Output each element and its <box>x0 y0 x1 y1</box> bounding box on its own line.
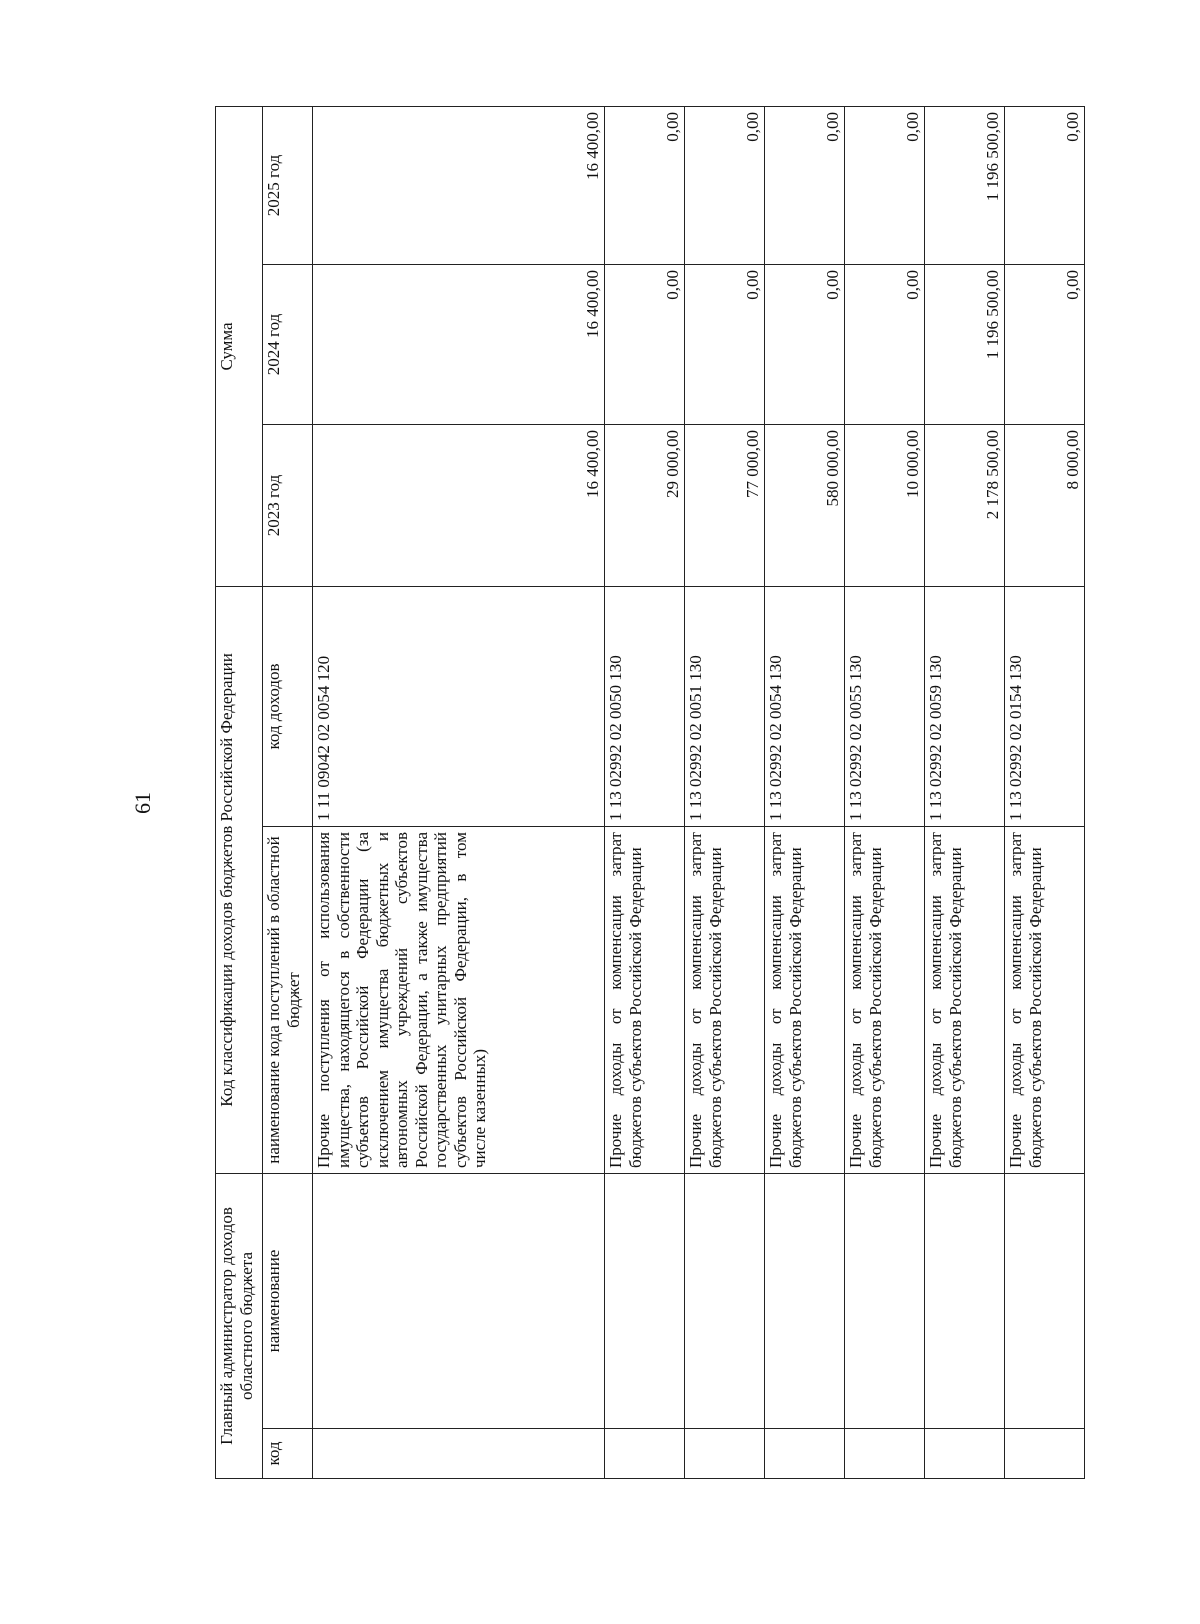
admin-code-cell <box>685 1429 765 1479</box>
admin-name-header: наименование <box>263 1174 313 1429</box>
table-row <box>1005 106 1085 1478</box>
admin-name-cell <box>685 1174 765 1429</box>
table-row <box>313 106 605 1478</box>
income-name-cell: Прочие доходы от компенсации затрат бюджетов субъектов Российской Федерации <box>1005 827 1085 1174</box>
income-code-cell: 1 13 02992 02 0050 130 <box>605 586 685 826</box>
admin-name-cell <box>845 1174 925 1429</box>
amount-2023-cell: 2 178 500,00 <box>925 424 1005 586</box>
amount-2025-cell: 1 196 500,00 <box>925 106 1005 264</box>
admin-code-cell <box>845 1429 925 1479</box>
sum-group-header: Сумма <box>216 106 263 586</box>
class-name-header: наименование кода поступлений в областной бюджет <box>263 827 313 1174</box>
revenue-table <box>215 106 1085 1479</box>
amount-2025-cell: 0,00 <box>765 106 845 264</box>
admin-code-header: код <box>263 1429 313 1479</box>
income-name-cell: Прочие доходы от компенсации затрат бюджетов субъектов Российской Федерации <box>685 827 765 1174</box>
amount-2024-cell: 0,00 <box>605 264 685 424</box>
amount-2023-cell: 29 000,00 <box>605 424 685 586</box>
admin-name-cell <box>313 1174 605 1429</box>
income-code-cell: 1 13 02992 02 0055 130 <box>845 586 925 826</box>
table-row <box>605 106 685 1478</box>
income-code-cell: 1 11 09042 02 0054 120 <box>313 586 605 826</box>
amount-2024-cell: 0,00 <box>685 264 765 424</box>
document-page <box>215 107 1083 1479</box>
amount-2023-cell: 77 000,00 <box>685 424 765 586</box>
amount-2023-cell: 580 000,00 <box>765 424 845 586</box>
income-name-cell: Прочие доходы от компенсации затрат бюджетов субъектов Российской Федерации <box>925 827 1005 1174</box>
amount-2025-cell: 16 400,00 <box>313 106 605 264</box>
amount-2024-cell: 0,00 <box>765 264 845 424</box>
amount-2024-cell: 0,00 <box>845 264 925 424</box>
amount-2024-cell: 16 400,00 <box>313 264 605 424</box>
year-2025-header: 2025 год <box>263 106 313 264</box>
amount-2025-cell: 0,00 <box>845 106 925 264</box>
admin-code-cell <box>765 1429 845 1479</box>
income-code-cell: 1 13 02992 02 0054 130 <box>765 586 845 826</box>
income-name-cell: Прочие доходы от компенсации затрат бюджетов субъектов Российской Федерации <box>605 827 685 1174</box>
amount-2023-cell: 8 000,00 <box>1005 424 1085 586</box>
year-2023-header: 2023 год <box>263 424 313 586</box>
admin-name-cell <box>1005 1174 1085 1429</box>
admin-name-cell <box>605 1174 685 1429</box>
income-code-cell: 1 13 02992 02 0051 130 <box>685 586 765 826</box>
table-row <box>765 106 845 1478</box>
admin-name-cell <box>925 1174 1005 1429</box>
amount-2025-cell: 0,00 <box>1005 106 1085 264</box>
table-container <box>215 107 1083 1479</box>
amount-2025-cell: 0,00 <box>685 106 765 264</box>
income-name-cell: Прочие доходы от компенсации затрат бюджетов субъектов Российской Федерации <box>765 827 845 1174</box>
income-name-cell: Прочие поступления от использования имущества, находящегося в собственности субъектов Российской Федерации (за исключением имущества бюджетных и автономных учреждений субъектов Российской Федерации, а также имущества государственных унитарных предприятий субъектов Российской Федерации, в том числе казенных) <box>313 827 605 1174</box>
admin-group-header: Главный администратор доходов областного бюджета <box>216 1174 263 1479</box>
classification-group-header: Код классификации доходов бюджетов Российской Федерации <box>216 586 263 1173</box>
admin-code-cell <box>605 1429 685 1479</box>
income-code-cell: 1 13 02992 02 0154 130 <box>1005 586 1085 826</box>
amount-2024-cell: 0,00 <box>1005 264 1085 424</box>
admin-code-cell <box>1005 1429 1085 1479</box>
amount-2023-cell: 16 400,00 <box>313 424 605 586</box>
amount-2023-cell: 10 000,00 <box>845 424 925 586</box>
class-code-header: код доходов <box>263 586 313 826</box>
admin-code-cell <box>925 1429 1005 1479</box>
year-2024-header: 2024 год <box>263 264 313 424</box>
amount-2024-cell: 1 196 500,00 <box>925 264 1005 424</box>
amount-2025-cell: 0,00 <box>605 106 685 264</box>
table-row <box>845 106 925 1478</box>
income-code-cell: 1 13 02992 02 0059 130 <box>925 586 1005 826</box>
table-row <box>685 106 765 1478</box>
admin-code-cell <box>313 1429 605 1479</box>
page-number: 61 <box>130 792 155 814</box>
income-name-cell: Прочие доходы от компенсации затрат бюджетов субъектов Российской Федерации <box>845 827 925 1174</box>
admin-name-cell <box>765 1174 845 1429</box>
table-row <box>925 106 1005 1478</box>
